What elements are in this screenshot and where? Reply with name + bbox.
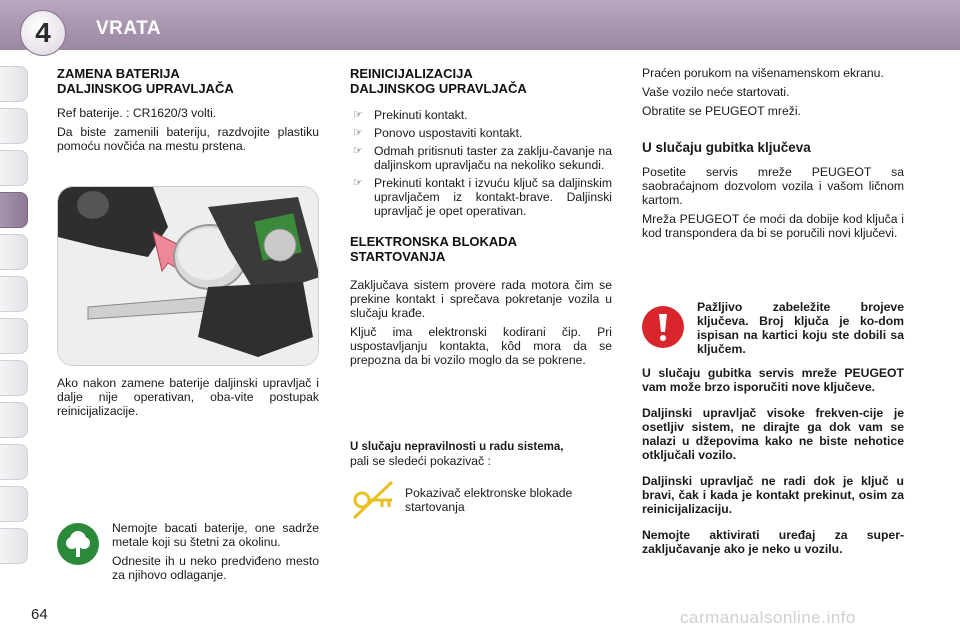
- chapter-tab-2[interactable]: [0, 108, 28, 144]
- immobilizer-heading: ELEKTRONSKA BLOKADA STARTOVANJA: [350, 234, 518, 264]
- battery-heading: ZAMENA BATERIJA DALJINSKOG UPRAVLJAČA: [57, 66, 234, 96]
- chapter-tab-10[interactable]: [0, 444, 28, 480]
- column-battery: [57, 66, 319, 158]
- replacement-note: U slučaju gubitka servis mreže PEUGEOT vam može brzo isporučiti nove ključeve.: [642, 366, 904, 394]
- chapter-tab-9[interactable]: [0, 402, 28, 438]
- chapter-tabs: [0, 50, 30, 580]
- lost-keys-heading: U slučaju gubitka ključeva: [642, 140, 811, 155]
- chapter-number: 4: [35, 17, 51, 48]
- immobilizer-text-2: Ključ ima elektronski kodirani čip. Pri uspostavljanju kontakta, kôd mora da se prepozna da bi vozilo moglo da se pokrene.: [350, 325, 612, 367]
- chapter-tab-1[interactable]: [0, 66, 28, 102]
- page-number: 64: [31, 606, 48, 623]
- environment-text-2: Odnesite ih u neko predviđeno mesto za njihovo odlaganje.: [112, 554, 319, 582]
- warning-exclamation-icon: [642, 306, 684, 348]
- chapter-tab-4-active[interactable]: [0, 192, 28, 228]
- column-lost-keys-lower: [642, 366, 904, 568]
- column-lost-keys: [642, 66, 904, 245]
- chapter-tab-5[interactable]: [0, 234, 28, 270]
- contact-network-note: Obratite se PEUGEOT mreži.: [642, 104, 801, 118]
- battery-reinit-note: Ako nakon zamene baterije daljinski upravljač i dalje nije operativan, oba-vite postupak reinicijalizacije.: [57, 376, 319, 418]
- list-item: ☞ Odmah pritisnuti taster za zaklju-čavanje na daljinskom upravljaču na nekoliko sekundi.: [353, 144, 612, 172]
- malfunction-text: pali se sledeći pokazivač :: [350, 454, 491, 468]
- battery-ref: Ref baterije. : CR1620/3 volti.: [57, 106, 217, 120]
- list-item: ☞ Prekinuti kontakt i izvuću ključ sa daljinskim upravljačem iz kontakt-brave. Daljinski upravljač je opet operativan.: [353, 176, 612, 218]
- immobilizer-key-icon: [350, 478, 396, 522]
- message-note: Praćen porukom na višenamenskom ekranu.: [642, 66, 884, 80]
- chapter-tab-12[interactable]: [0, 528, 28, 564]
- no-start-note: Vaše vozilo neće startovati.: [642, 85, 790, 99]
- lost-keys-text-1: Posetite servis mreže PEUGEOT sa saobraćajnom dozvolom vozila i vašom ličnom kartom.: [642, 165, 904, 207]
- chapter-tab-7[interactable]: [0, 318, 28, 354]
- reinit-heading: REINICIJALIZACIJA DALJINSKOG UPRAVLJAČA: [350, 66, 527, 96]
- key-number-alert: Pažljivo zabeležite brojeve ključeva. Broj ključa je ko-dom ispisan na kartici koju ste dobili sa ključem.: [697, 300, 904, 356]
- list-item: ☞ Ponovo uspostaviti kontakt.: [353, 126, 523, 140]
- chapter-tab-11[interactable]: [0, 486, 28, 522]
- environment-text-1: Nemojte bacati baterije, one sadrže metale koji su štetni za okolinu.: [112, 521, 319, 549]
- chapter-tab-6[interactable]: [0, 276, 28, 312]
- environment-note: [112, 521, 319, 587]
- watermark: carmanualsonline.info: [680, 608, 856, 627]
- battery-instructions: Da biste zamenili bateriju, razdvojite plastiku pomoću novčića na mestu prstena.: [57, 125, 319, 153]
- indicator-label: Pokazivač elektronske blokade startovanja: [405, 486, 573, 514]
- column-reinit: [350, 66, 612, 372]
- remote-inactive-note: Daljinski upravljač ne radi dok je ključ u bravi, čak i kada je kontakt prekinut, osim za reinicijalizaciju.: [642, 474, 904, 516]
- key-battery-photo: [57, 186, 319, 366]
- deadlock-note: Nemojte aktivirati uređaj za super-zaključavanje ako je neko u vozilu.: [642, 528, 904, 556]
- reinit-steps: [350, 108, 612, 218]
- malfunction-bold: U slučaju nepravilnosti u radu sistema,: [350, 441, 564, 453]
- environment-tree-icon: [57, 523, 99, 565]
- column-battery-lower: [57, 376, 319, 423]
- hf-remote-note: Daljinski upravljač visoke frekven-cije je osetljiv sistem, ne dirajte ga dok vam se nalazi u džepovima kako ne biste nehotice otključali vozilo.: [642, 406, 904, 462]
- page-title: VRATA: [96, 18, 162, 39]
- chapter-tab-3[interactable]: [0, 150, 28, 186]
- chapter-tab-8[interactable]: [0, 360, 28, 396]
- malfunction-note: [350, 440, 612, 468]
- list-item: ☞ Prekinuti kontakt.: [353, 108, 468, 122]
- immobilizer-text-1: Zaključava sistem provere rada motora čim se prekine kontakt i sprečava pokretanje vozila u slučaju krađe.: [350, 278, 612, 320]
- lost-keys-text-2: Mreža PEUGEOT će moći da dobije kod ključa i kod transpondera da bi se poručili novi ključevi.: [642, 212, 904, 240]
